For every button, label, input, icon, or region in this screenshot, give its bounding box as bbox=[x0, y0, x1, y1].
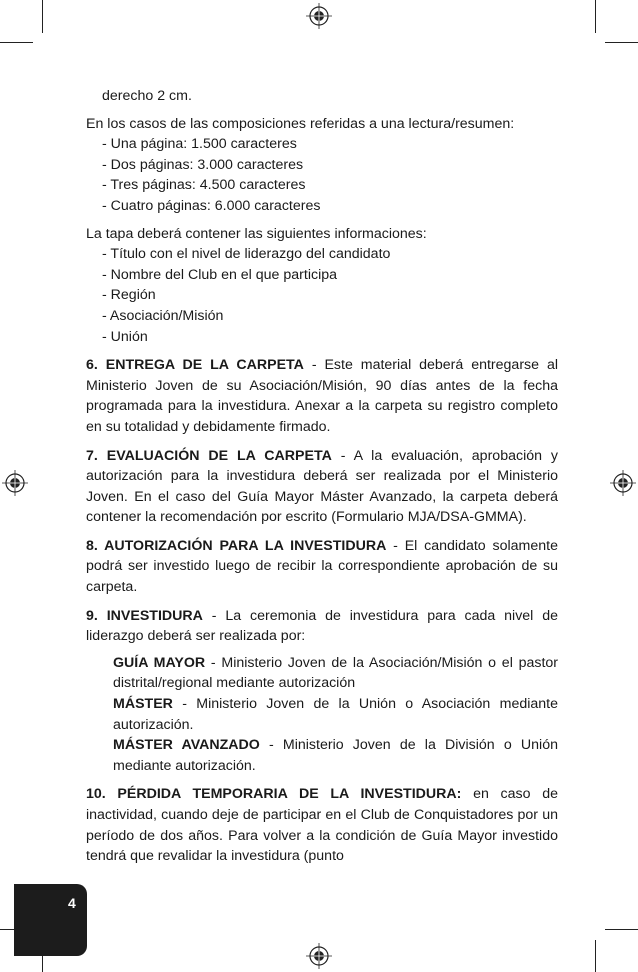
page-body bbox=[86, 86, 558, 867]
section-10 bbox=[86, 784, 558, 866]
list-item: - Región bbox=[102, 287, 156, 304]
list-item: - Asociación/Misión bbox=[102, 307, 224, 324]
section-heading: 10. PÉRDIDA TEMPORARIA DE LA INVESTIDURA: bbox=[86, 786, 462, 803]
section-text: - El candidato solamente podrá ser investido luego de recibir la correspondiente aprobación de su carpeta. bbox=[86, 537, 558, 596]
level-name: GUÍA MAYOR bbox=[113, 654, 206, 671]
level-text: - Ministerio Joven de la Unión o Asociación mediante autorización. bbox=[113, 696, 558, 733]
list-item: - Cuatro páginas: 6.000 caracteres bbox=[102, 197, 321, 214]
section-6 bbox=[86, 355, 558, 437]
section-7 bbox=[86, 446, 558, 528]
section-heading: 9. INVESTIDURA bbox=[86, 607, 203, 624]
crop-mark bbox=[605, 42, 638, 43]
section-text: - A la evaluación, aprobación y autorización para la investidura deberá ser realizada por el Ministerio Joven. En el caso del Guía Mayor Máster Avanzado, la carpeta deberá contener la recomendación por escrito (Formulario MJA/DSA-GMMA). bbox=[86, 447, 558, 526]
list-item: - Dos páginas: 3.000 caracteres bbox=[102, 156, 304, 173]
level-name: MÁSTER AVANZADO bbox=[113, 737, 260, 754]
level-guia-mayor bbox=[86, 653, 558, 694]
section-heading: 7. EVALUACIÓN DE LA CARPETA bbox=[86, 447, 332, 464]
list-item: - Unión bbox=[102, 328, 148, 345]
level-text: - Ministerio Joven de la Asociación/Misión o el pastor distrital/regional mediante autorización bbox=[113, 654, 559, 692]
section-heading: 8. AUTORIZACIÓN PARA LA INVESTIDURA bbox=[86, 537, 387, 554]
crop-mark bbox=[595, 0, 596, 33]
section-heading: 6. ENTREGA DE LA CARPETA bbox=[86, 357, 304, 374]
level-master-avanzado bbox=[86, 735, 558, 776]
registration-mark-icon bbox=[306, 943, 332, 969]
section-text: - La ceremonia de investidura para cada nivel de liderazgo deberá ser realizada por: bbox=[86, 607, 558, 645]
intro-paragraph: En los casos de las composiciones referidas a una lectura/resumen: bbox=[86, 115, 515, 132]
crop-mark bbox=[605, 929, 638, 930]
section-text: - Este material deberá entregarse al Ministerio Joven de su Asociación/Misión, 90 días antes de la fecha programada para la investidura. Anexar a la carpeta su registro completo en su totalidad y debidamente firmado. bbox=[86, 357, 558, 435]
section-text: en caso de inactividad, cuando deje de participar en el Club de Conquistadores por un período de dos años. Para volver a la condición de Guía Mayor investido tendrá que revalidar la investidura (punto bbox=[86, 786, 558, 865]
registration-mark-icon bbox=[306, 3, 332, 29]
level-text: - Ministerio Joven de la División o Unión mediante autorización. bbox=[113, 737, 558, 774]
level-master bbox=[86, 694, 558, 735]
crop-mark bbox=[595, 940, 596, 972]
registration-mark-icon bbox=[610, 470, 636, 496]
page-number-tab bbox=[14, 884, 87, 956]
section-8 bbox=[86, 536, 558, 598]
crop-mark bbox=[42, 0, 43, 33]
page-number: 4 bbox=[68, 895, 76, 911]
cover-paragraph: La tapa deberá contener las siguientes informaciones: bbox=[86, 225, 427, 242]
crop-mark bbox=[0, 42, 33, 43]
list-item: - Una página: 1.500 caracteres bbox=[102, 136, 297, 153]
intro-continuation: derecho 2 cm. bbox=[102, 88, 192, 104]
list-item: - Tres páginas: 4.500 caracteres bbox=[102, 177, 306, 194]
level-name: MÁSTER bbox=[113, 696, 173, 713]
registration-mark-icon bbox=[2, 470, 28, 496]
list-item: - Título con el nivel de liderazgo del candidato bbox=[102, 246, 391, 263]
list-item: - Nombre del Club en el que participa bbox=[102, 266, 338, 283]
section-9 bbox=[86, 606, 558, 647]
